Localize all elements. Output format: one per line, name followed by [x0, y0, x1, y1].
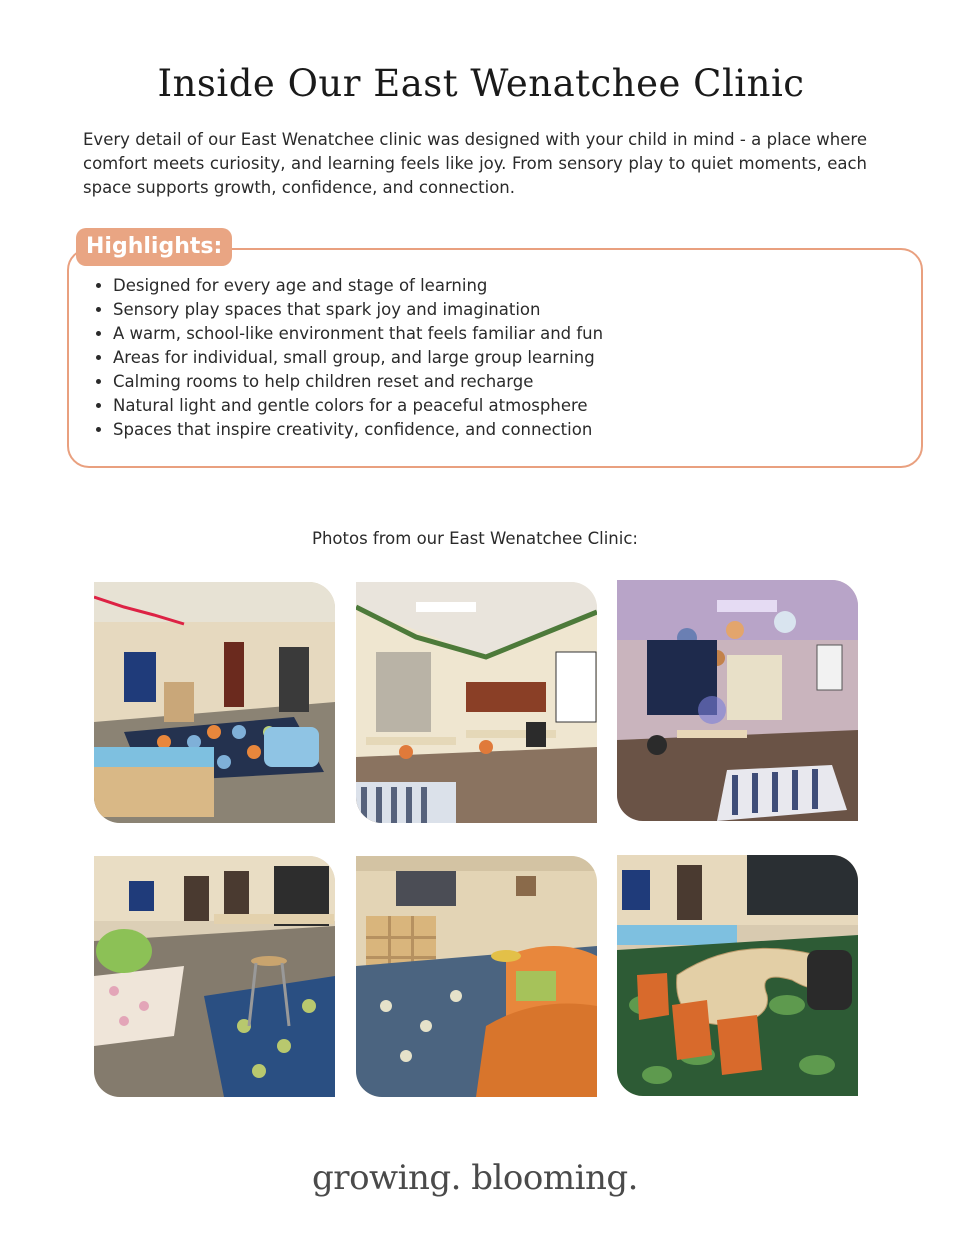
intro-paragraph: Every detail of our East Wenatchee clinic was designed with your child in mind - a place where comfort meets curiosity, and learning feels like joy. From sensory play to quiet moments, each space supports growth, confidence, and connection.	[83, 130, 867, 197]
list-item: • Spaces that inspire creativity, confidence, and connection	[113, 418, 603, 442]
clinic-photo-classroom-rug	[94, 582, 335, 823]
highlights-heading: Highlights:	[76, 228, 232, 266]
highlights-list	[92, 274, 603, 442]
photos-caption: Photos from our East Wenatchee Clinic:	[312, 529, 638, 548]
list-item: • Sensory play spaces that spark joy and imagination	[113, 298, 603, 322]
clinic-photo-kidney-table	[617, 855, 858, 1096]
list-item: • Natural light and gentle colors for a peaceful atmosphere	[113, 394, 603, 418]
clinic-photo-space-room	[617, 580, 858, 821]
footer-tagline: growing. blooming.	[312, 1158, 638, 1198]
clinic-photo-couch-area	[356, 856, 597, 1097]
list-item: • Designed for every age and stage of learning	[113, 274, 603, 298]
list-item: • Calming rooms to help children reset and recharge	[113, 370, 603, 394]
page-title: Inside Our East Wenatchee Clinic	[157, 62, 805, 105]
list-item: • Areas for individual, small group, and large group learning	[113, 346, 603, 370]
clinic-photo-open-room	[94, 856, 335, 1097]
clinic-photo-desk-room	[356, 582, 597, 823]
list-item: • A warm, school-like environment that feels familiar and fun	[113, 322, 603, 346]
